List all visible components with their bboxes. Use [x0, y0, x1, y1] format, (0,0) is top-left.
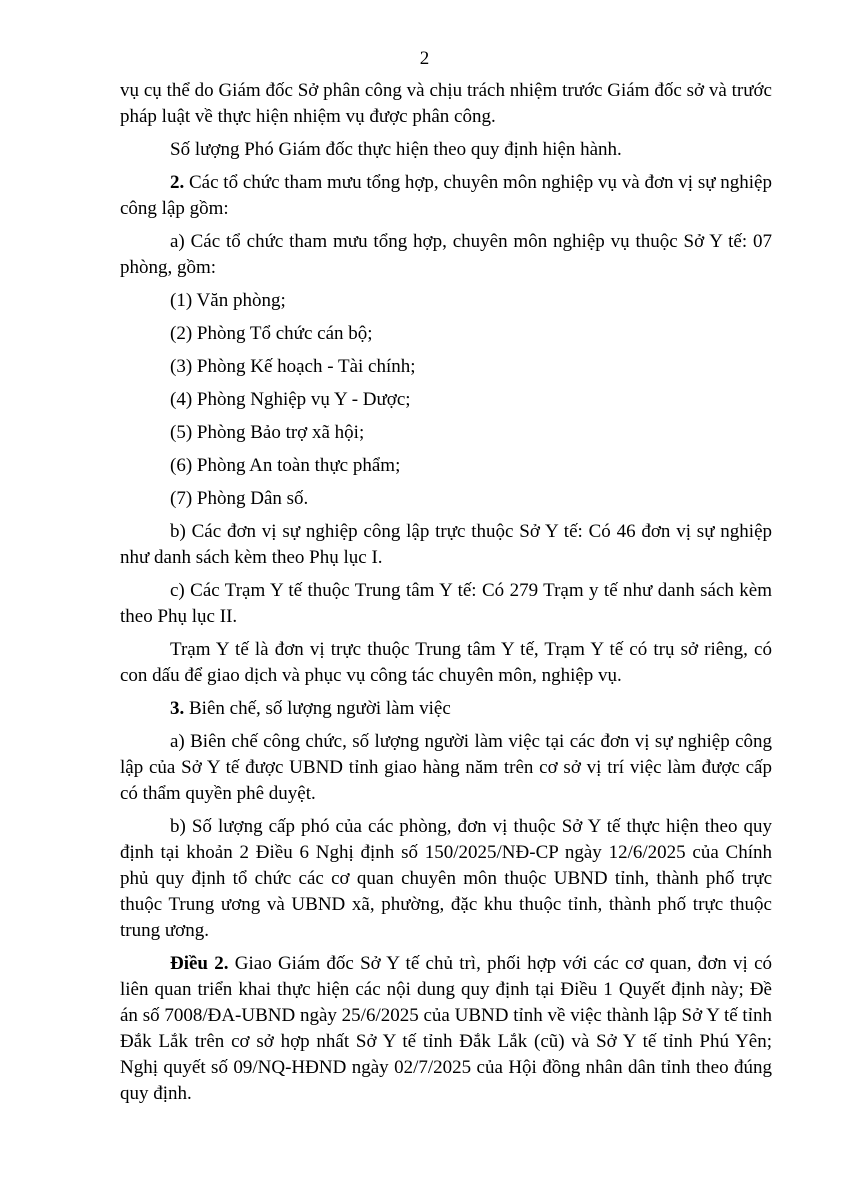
paragraph-text: Số lượng Phó Giám đốc thực hiện theo quy định hiện hành.: [170, 139, 622, 160]
section-number: 2.: [170, 172, 185, 193]
paragraph-text: (4) Phòng Nghiệp vụ Y - Dược;: [170, 389, 411, 410]
paragraph-text: (1) Văn phòng;: [170, 290, 286, 311]
paragraph-text: (5) Phòng Bảo trợ xã hội;: [170, 422, 365, 443]
list-item: [120, 420, 772, 446]
paragraph-text: Biên chế, số lượng người làm việc: [184, 698, 451, 719]
paragraph-text: Các tổ chức tham mưu tổng hợp, chuyên môn nghiệp vụ và đơn vị sự nghiệp công lập gồm:: [120, 172, 772, 219]
paragraph-text: a) Biên chế công chức, số lượng người làm việc tại các đơn vị sự nghiệp công lập của Sở Y tế được UBND tỉnh giao hàng năm trên cơ sở vị trí việc làm được cấp có thẩm quyền phê duyệt.: [120, 731, 772, 804]
list-item: [120, 321, 772, 347]
list-item: [120, 288, 772, 314]
section-2-heading: [120, 170, 772, 222]
article-2: [120, 951, 772, 1107]
paragraph-health-station: [120, 637, 772, 689]
list-item: [120, 387, 772, 413]
item-2a: [120, 229, 772, 281]
section-number: 3.: [170, 698, 185, 719]
paragraph-text: a) Các tổ chức tham mưu tổng hợp, chuyên môn nghiệp vụ thuộc Sở Y tế: 07 phòng, gồm:: [120, 231, 772, 278]
article-label: Điều 2.: [170, 953, 229, 974]
paragraph-text: b) Số lượng cấp phó của các phòng, đơn vị thuộc Sở Y tế thực hiện theo quy định tại khoản 2 Điều 6 Nghị định số 150/2025/NĐ-CP ngày 12/6/2025 của Chính phủ quy định tổ chức các cơ quan chuyên môn thuộc UBND tỉnh, thành phố trực thuộc Trung ương và UBND xã, phường, đặc khu thuộc tỉnh, thành phố trực thuộc trung ương.: [120, 816, 772, 941]
paragraph-text: Giao Giám đốc Sở Y tế chủ trì, phối hợp với các cơ quan, đơn vị có liên quan triển khai thực hiện các nội dung quy định tại Điều 1 Quyết định này; Đề án số 7008/ĐA-UBND ngày 25/6/2025 của UBND tỉnh về việc thành lập Sở Y tế tỉnh Đắk Lắk trên cơ sở hợp nhất Sở Y tế tỉnh Đắk Lắk (cũ) và Sở Y tế tỉnh Phú Yên; Nghị quyết số 09/NQ-HĐND ngày 02/7/2025 của Hội đồng nhân dân tỉnh theo đúng quy định.: [120, 953, 772, 1104]
list-item: [120, 453, 772, 479]
paragraph-text: c) Các Trạm Y tế thuộc Trung tâm Y tế: Có 279 Trạm y tế như danh sách kèm theo Phụ lục II.: [120, 580, 772, 627]
item-2c: [120, 578, 772, 630]
section-3-heading: [120, 696, 772, 722]
paragraph-text: (2) Phòng Tổ chức cán bộ;: [170, 323, 373, 344]
paragraph-text: vụ cụ thể do Giám đốc Sở phân công và chịu trách nhiệm trước Giám đốc sở và trước pháp luật về thực hiện nhiệm vụ được phân công.: [120, 80, 772, 127]
paragraph-text: (3) Phòng Kế hoạch - Tài chính;: [170, 356, 416, 377]
paragraph-text: Trạm Y tế là đơn vị trực thuộc Trung tâm Y tế, Trạm Y tế có trụ sở riêng, có con dấu để giao dịch và phục vụ công tác chuyên môn, nghiệp vụ.: [120, 639, 772, 686]
item-2b: [120, 519, 772, 571]
paragraph-deputy-count: [120, 137, 772, 163]
document-body: [120, 78, 772, 1114]
page-number: 2: [419, 48, 430, 69]
paragraph-continuation: [120, 78, 772, 130]
item-3a: [120, 729, 772, 807]
list-item: [120, 486, 772, 512]
paragraph-text: (7) Phòng Dân số.: [170, 488, 309, 509]
paragraph-text: b) Các đơn vị sự nghiệp công lập trực thuộc Sở Y tế: Có 46 đơn vị sự nghiệp như danh sách kèm theo Phụ lục I.: [120, 521, 772, 568]
item-3b: [120, 814, 772, 944]
paragraph-text: (6) Phòng An toàn thực phẩm;: [170, 455, 401, 476]
list-item: [120, 354, 772, 380]
